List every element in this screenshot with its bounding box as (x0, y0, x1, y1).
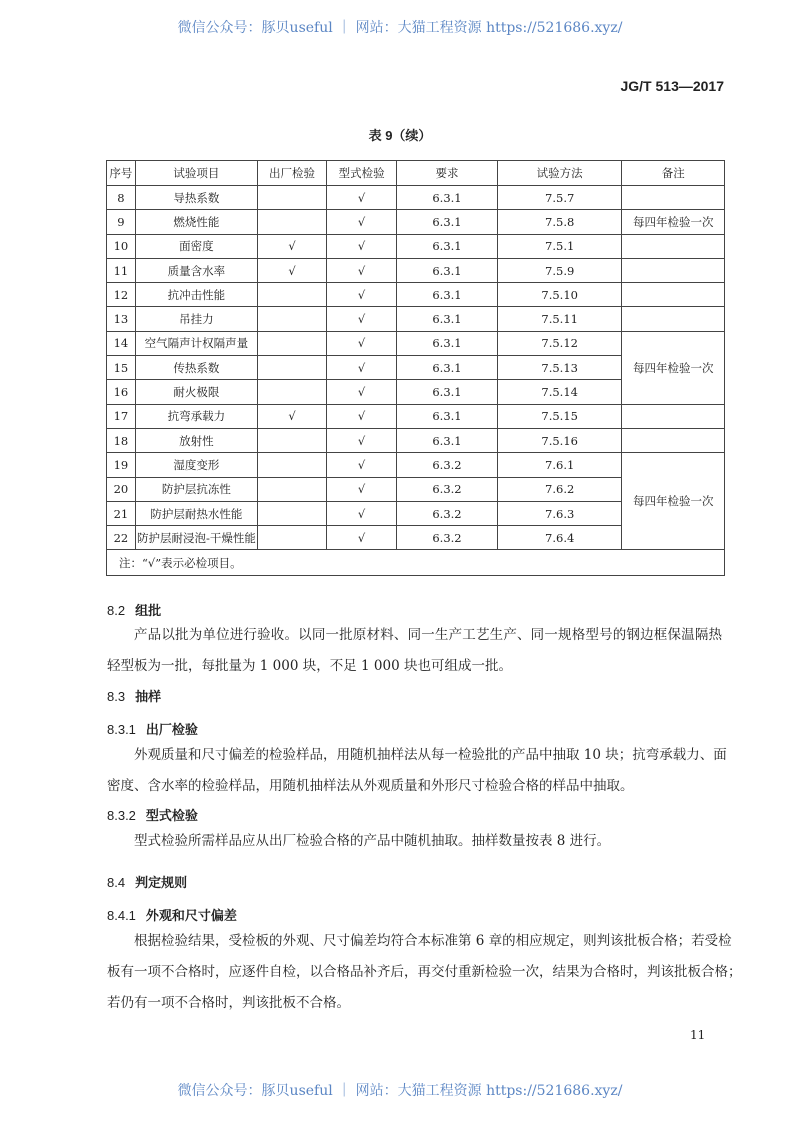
type-inspection: √ (327, 526, 397, 550)
section-8-4-1-heading (107, 905, 237, 924)
requirement: 6.3.2 (397, 477, 498, 501)
test-method: 7.6.4 (497, 526, 622, 550)
factory-inspection: √ (258, 404, 327, 428)
table-header-row (107, 161, 725, 186)
factory-inspection (258, 331, 327, 355)
section-8-3-1-heading (107, 719, 198, 738)
requirement: 6.3.1 (397, 331, 498, 355)
watermark-top: 微信公众号：豚贝useful ｜ 网站：大猫工程资源 https://521686.xyz/ (177, 20, 623, 36)
section-8-3-heading (107, 686, 161, 705)
test-method: 7.5.13 (497, 356, 622, 380)
table-row (107, 234, 725, 258)
remark (622, 428, 725, 452)
inspection-items-table (106, 160, 725, 576)
table-row (107, 331, 725, 355)
test-item: 耐火极限 (135, 380, 257, 404)
remark (622, 404, 725, 428)
type-inspection: √ (327, 234, 397, 258)
test-method: 7.5.7 (497, 186, 622, 210)
requirement: 6.3.1 (397, 404, 498, 428)
test-method: 7.5.1 (497, 234, 622, 258)
test-item: 防护层抗冻性 (135, 477, 257, 501)
row-number: 10 (107, 234, 136, 258)
test-item: 吊挂力 (135, 307, 257, 331)
table-title: 表 9（续） (368, 128, 432, 143)
requirement: 6.3.1 (397, 186, 498, 210)
section-number: 8.4.1 (107, 908, 136, 923)
page-number: 11 (690, 1028, 706, 1042)
factory-inspection: √ (258, 234, 327, 258)
row-number: 19 (107, 453, 136, 477)
section-title: 外观和尺寸偏差 (145, 908, 237, 923)
test-method: 7.5.11 (497, 307, 622, 331)
table-row (107, 428, 725, 452)
requirement: 6.3.1 (397, 258, 498, 282)
test-item: 面密度 (135, 234, 257, 258)
table-row (107, 283, 725, 307)
table-row (107, 186, 725, 210)
section-number: 8.2 (107, 603, 126, 618)
section-number: 8.3.1 (107, 722, 136, 737)
section-title: 出厂检验 (145, 722, 198, 737)
factory-inspection (258, 477, 327, 501)
factory-inspection (258, 453, 327, 477)
type-inspection: √ (327, 283, 397, 307)
type-inspection: √ (327, 210, 397, 234)
factory-inspection (258, 501, 327, 525)
type-inspection: √ (327, 186, 397, 210)
remark: 每四年检验一次 (622, 210, 725, 234)
type-inspection: √ (327, 331, 397, 355)
column-header: 型式检验 (327, 161, 397, 186)
factory-inspection: √ (258, 258, 327, 282)
watermark-bottom: 微信公众号：豚贝useful ｜ 网站：大猫工程资源 https://521686.xyz/ (177, 1083, 623, 1099)
factory-inspection (258, 186, 327, 210)
row-number: 20 (107, 477, 136, 501)
table-row (107, 307, 725, 331)
section-8-4-1-body (107, 926, 742, 1019)
factory-inspection (258, 428, 327, 452)
section-8-3-2-heading (107, 805, 198, 824)
type-inspection: √ (327, 428, 397, 452)
row-number: 13 (107, 307, 136, 331)
section-number: 8.3.2 (107, 808, 136, 823)
column-header: 试验方法 (497, 161, 622, 186)
type-inspection: √ (327, 477, 397, 501)
section-8-2-heading (107, 600, 161, 619)
column-header: 序号 (107, 161, 136, 186)
test-method: 7.5.14 (497, 380, 622, 404)
factory-inspection (258, 526, 327, 550)
type-inspection: √ (327, 404, 397, 428)
section-title: 判定规则 (135, 875, 188, 890)
test-item: 导热系数 (135, 186, 257, 210)
requirement: 6.3.1 (397, 307, 498, 331)
factory-inspection (258, 283, 327, 307)
row-number: 21 (107, 501, 136, 525)
section-title: 型式检验 (145, 808, 198, 823)
requirement: 6.3.1 (397, 356, 498, 380)
section-8-3-1-body (107, 740, 727, 802)
section-8-3-2-body (107, 826, 722, 857)
remark: 每四年检验一次 (622, 331, 725, 404)
test-item: 传热系数 (135, 356, 257, 380)
row-number: 15 (107, 356, 136, 380)
table-row (107, 404, 725, 428)
paragraph-line: 若仍有一项不合格时，判该批板不合格。 (107, 995, 350, 1011)
type-inspection: √ (327, 501, 397, 525)
requirement: 6.3.1 (397, 210, 498, 234)
test-item: 质量含水率 (135, 258, 257, 282)
section-number: 8.4 (107, 875, 126, 890)
row-number: 11 (107, 258, 136, 282)
standard-code: JG/T 513—2017 (620, 78, 724, 94)
section-8-2-body (107, 620, 722, 682)
factory-inspection (258, 210, 327, 234)
test-item: 湿度变形 (135, 453, 257, 477)
remark (622, 234, 725, 258)
requirement: 6.3.1 (397, 234, 498, 258)
test-method: 7.6.3 (497, 501, 622, 525)
table-note: 注：“√”表示必检项目。 (107, 550, 725, 576)
row-number: 18 (107, 428, 136, 452)
paragraph-line: 轻型板为一批，每批量为 1 000 块，不足 1 000 块也可组成一批。 (107, 658, 512, 674)
row-number: 16 (107, 380, 136, 404)
section-title: 组批 (135, 603, 162, 618)
factory-inspection (258, 356, 327, 380)
table-row (107, 210, 725, 234)
remark (622, 186, 725, 210)
requirement: 6.3.1 (397, 380, 498, 404)
requirement: 6.3.1 (397, 283, 498, 307)
test-item: 空气隔声计权隔声量 (135, 331, 257, 355)
test-item: 抗冲击性能 (135, 283, 257, 307)
remark: 每四年检验一次 (622, 453, 725, 550)
row-number: 22 (107, 526, 136, 550)
test-method: 7.5.9 (497, 258, 622, 282)
paragraph-line: 板有一项不合格时，应逐件自检，以合格品补齐后，再交付重新检验一次，结果为合格时，判该批板合格； (107, 964, 742, 980)
test-method: 7.6.1 (497, 453, 622, 477)
section-8-4-heading (107, 872, 187, 891)
column-header: 要求 (397, 161, 498, 186)
paragraph-line: 产品以批为单位进行验收。以同一批原材料、同一生产工艺生产、同一规格型号的钢边框保温隔热 (134, 627, 722, 643)
type-inspection: √ (327, 453, 397, 477)
requirement: 6.3.2 (397, 453, 498, 477)
test-method: 7.5.10 (497, 283, 622, 307)
row-number: 14 (107, 331, 136, 355)
remark (622, 258, 725, 282)
paragraph-line: 密度、含水率的检验样品，用随机抽样法从外观质量和外形尺寸检验合格的样品中抽取。 (107, 778, 634, 794)
section-number: 8.3 (107, 689, 126, 704)
test-method: 7.6.2 (497, 477, 622, 501)
row-number: 17 (107, 404, 136, 428)
test-item: 防护层耐浸泡-干燥性能 (135, 526, 257, 550)
row-number: 12 (107, 283, 136, 307)
table-row (107, 258, 725, 282)
type-inspection: √ (327, 380, 397, 404)
remark (622, 283, 725, 307)
factory-inspection (258, 380, 327, 404)
test-method: 7.5.12 (497, 331, 622, 355)
table-row (107, 453, 725, 477)
requirement: 6.3.2 (397, 526, 498, 550)
type-inspection: √ (327, 258, 397, 282)
row-number: 9 (107, 210, 136, 234)
type-inspection: √ (327, 356, 397, 380)
requirement: 6.3.2 (397, 501, 498, 525)
paragraph-line: 根据检验结果，受检板的外观、尺寸偏差均符合本标准第 6 章的相应规定，则判该批板合格；若受检 (134, 933, 732, 949)
paragraph-line: 型式检验所需样品应从出厂检验合格的产品中随机抽取。抽样数量按表 8 进行。 (134, 833, 611, 849)
remark (622, 307, 725, 331)
table-note-row (107, 550, 725, 576)
column-header: 出厂检验 (258, 161, 327, 186)
paragraph-line: 外观质量和尺寸偏差的检验样品，用随机抽样法从每一检验批的产品中抽取 10 块；抗弯承载力、面 (134, 747, 727, 763)
test-method: 7.5.16 (497, 428, 622, 452)
test-item: 抗弯承载力 (135, 404, 257, 428)
test-item: 燃烧性能 (135, 210, 257, 234)
test-method: 7.5.8 (497, 210, 622, 234)
test-method: 7.5.15 (497, 404, 622, 428)
row-number: 8 (107, 186, 136, 210)
test-item: 防护层耐热水性能 (135, 501, 257, 525)
type-inspection: √ (327, 307, 397, 331)
requirement: 6.3.1 (397, 428, 498, 452)
column-header: 备注 (622, 161, 725, 186)
test-item: 放射性 (135, 428, 257, 452)
section-title: 抽样 (135, 689, 162, 704)
factory-inspection (258, 307, 327, 331)
column-header: 试验项目 (135, 161, 257, 186)
